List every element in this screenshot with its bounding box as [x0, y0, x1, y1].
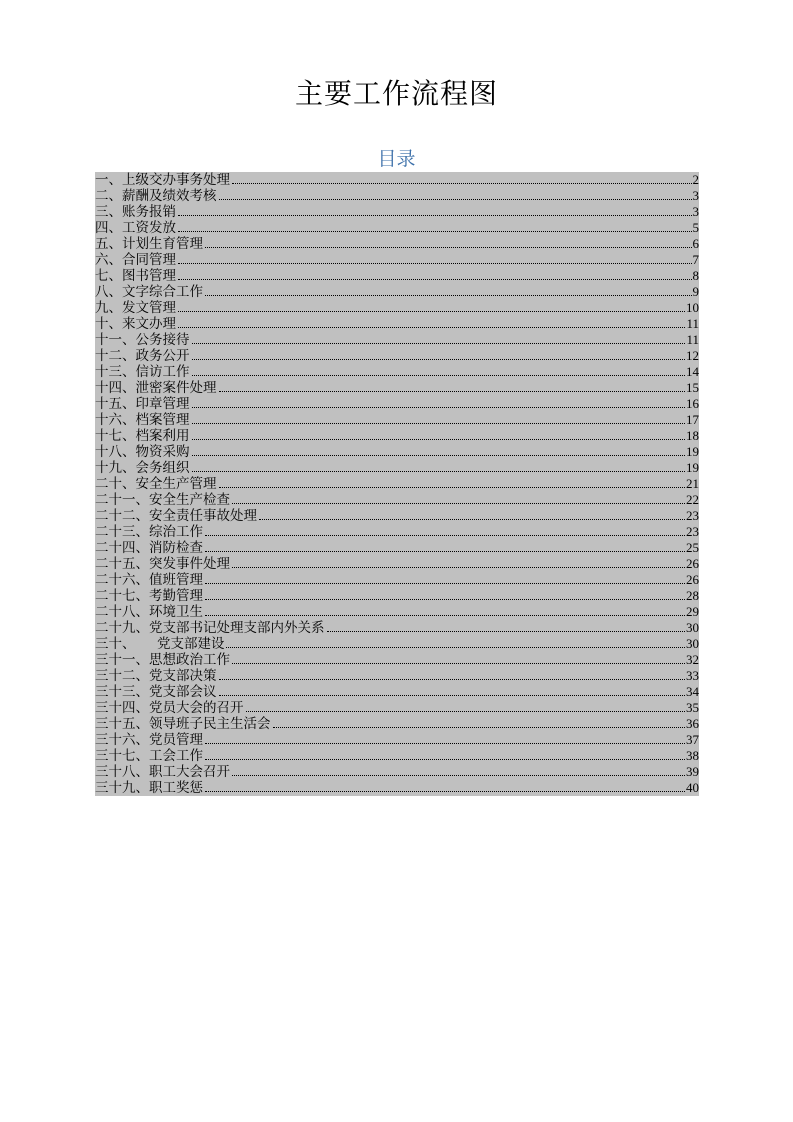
toc-entry-title: 三十三、党支部会议 [95, 684, 217, 700]
toc-entry[interactable] [95, 348, 699, 364]
toc-heading: 目录 [377, 148, 416, 170]
toc-entry-title: 十、来文办理 [95, 316, 176, 332]
toc-entry-page-number: 17 [686, 412, 699, 427]
toc-dot-leader [192, 359, 686, 360]
toc-entry-page-number: 32 [686, 652, 699, 667]
toc-entry-page-number: 16 [686, 396, 699, 411]
toc-entry[interactable] [95, 604, 699, 620]
toc-entry[interactable] [95, 588, 699, 604]
toc-entry-title: 十一、公务接待 [95, 332, 190, 348]
toc-entry[interactable] [95, 252, 699, 268]
toc-entry[interactable] [95, 540, 699, 556]
toc-entry-title: 三十四、党员大会的召开 [95, 700, 244, 716]
toc-dot-leader [178, 311, 685, 312]
toc-entry[interactable] [95, 524, 699, 540]
toc-entry-title: 八、文字综合工作 [95, 284, 203, 300]
toc-entry-page-number: 40 [686, 780, 699, 795]
toc-dot-leader [273, 727, 686, 728]
toc-entry[interactable] [95, 364, 699, 380]
toc-entry-title: 三十六、党员管理 [95, 732, 203, 748]
toc-entry-title: 三十二、党支部决策 [95, 668, 217, 684]
toc-entry-title: 二十九、党支部书记处理支部内外关系 [95, 620, 325, 636]
toc-entry-title: 七、图书管理 [95, 268, 176, 284]
toc-entry[interactable] [95, 716, 699, 732]
toc-entry[interactable] [95, 508, 699, 524]
toc-entry[interactable] [95, 732, 699, 748]
toc-dot-leader [259, 519, 685, 520]
toc-entry-title: 二十一、安全生产检查 [95, 492, 230, 508]
toc-dot-leader [178, 263, 692, 264]
toc-dot-leader [219, 199, 692, 200]
toc-entry-title: 二十六、值班管理 [95, 572, 203, 588]
toc-entry[interactable] [95, 556, 699, 572]
toc-entry-title: 三、账务报销 [95, 204, 176, 220]
toc-entry-page-number: 29 [686, 604, 699, 619]
toc-entry-title: 三十五、领导班子民主生活会 [95, 716, 271, 732]
toc-entry-title: 十四、泄密案件处理 [95, 380, 217, 396]
toc-entry-title: 二十七、考勤管理 [95, 588, 203, 604]
toc-dot-leader [205, 295, 692, 296]
toc-entry-title: 六、合同管理 [95, 252, 176, 268]
toc-entry[interactable] [95, 700, 699, 716]
toc-entry-page-number: 23 [686, 508, 699, 523]
toc-dot-leader [232, 663, 685, 664]
toc-dot-leader [232, 775, 685, 776]
toc-entry[interactable] [95, 428, 699, 444]
toc-entry[interactable] [95, 460, 699, 476]
toc-dot-leader [205, 791, 685, 792]
toc-dot-leader [205, 535, 685, 536]
toc-entry[interactable] [95, 620, 699, 636]
toc-entry-page-number: 33 [686, 668, 699, 683]
toc-dot-leader [205, 247, 692, 248]
toc-entry-page-number: 9 [692, 284, 699, 299]
toc-entry-title: 三十七、工会工作 [95, 748, 203, 764]
toc-entry[interactable] [95, 764, 699, 780]
toc-entry[interactable] [95, 188, 699, 204]
toc-entry-title: 十五、印章管理 [95, 396, 190, 412]
toc-entry[interactable] [95, 396, 699, 412]
toc-entry-title: 三十、 党支部建设 [95, 636, 225, 652]
toc-entry-title: 一、上级交办事务处理 [95, 172, 230, 188]
toc-entry-title: 十三、信访工作 [95, 364, 190, 380]
toc-entry[interactable] [95, 444, 699, 460]
toc-entry-page-number: 39 [686, 764, 699, 779]
toc-entry-page-number: 10 [686, 300, 699, 315]
toc-dot-leader [192, 455, 686, 456]
toc-entry-title: 二十三、综治工作 [95, 524, 203, 540]
toc-entry-page-number: 19 [686, 444, 699, 459]
toc-dot-leader [192, 343, 686, 344]
toc-entry[interactable] [95, 316, 699, 332]
toc-entry[interactable] [95, 572, 699, 588]
toc-entry-page-number: 19 [686, 460, 699, 475]
toc-dot-leader [219, 679, 686, 680]
toc-entry-page-number: 14 [686, 364, 699, 379]
toc-entry-page-number: 8 [692, 268, 699, 283]
toc-dot-leader [219, 487, 686, 488]
toc-entry-page-number: 3 [692, 204, 699, 219]
toc-entry-page-number: 18 [686, 428, 699, 443]
toc-entry-title: 三十一、思想政治工作 [95, 652, 230, 668]
toc-entry[interactable] [95, 220, 699, 236]
toc-dot-leader [219, 695, 686, 696]
toc-dot-leader [178, 231, 692, 232]
toc-dot-leader [232, 567, 685, 568]
toc-entry-page-number: 15 [686, 380, 699, 395]
toc-entry-page-number: 6 [692, 236, 699, 251]
toc-entry-page-number: 25 [686, 540, 699, 555]
toc-entry-page-number: 5 [692, 220, 699, 235]
toc-dot-leader [178, 215, 692, 216]
table-of-contents [95, 172, 699, 796]
toc-entry-title: 五、计划生育管理 [95, 236, 203, 252]
toc-dot-leader [232, 503, 685, 504]
toc-entry-page-number: 34 [686, 684, 699, 699]
toc-dot-leader [192, 471, 686, 472]
toc-dot-leader [192, 407, 686, 408]
toc-entry[interactable] [95, 236, 699, 252]
toc-entry[interactable] [95, 412, 699, 428]
toc-entry-title: 二、薪酬及绩效考核 [95, 188, 217, 204]
toc-entry[interactable] [95, 300, 699, 316]
toc-entry-page-number: 28 [686, 588, 699, 603]
toc-entry[interactable] [95, 268, 699, 284]
toc-dot-leader [192, 375, 686, 376]
toc-entry-page-number: 11 [686, 316, 699, 331]
toc-entry-title: 十六、档案管理 [95, 412, 190, 428]
toc-entry-title: 三十九、职工奖惩 [95, 780, 203, 796]
toc-dot-leader [205, 583, 685, 584]
toc-entry-page-number: 30 [686, 636, 699, 651]
toc-dot-leader [219, 391, 686, 392]
toc-entry-page-number: 3 [692, 188, 699, 203]
toc-entry[interactable] [95, 332, 699, 348]
toc-entry[interactable] [95, 652, 699, 668]
toc-entry-page-number: 7 [692, 252, 699, 267]
toc-entry-title: 十七、档案利用 [95, 428, 190, 444]
toc-entry-title: 十九、会务组织 [95, 460, 190, 476]
toc-dot-leader [232, 183, 692, 184]
toc-entry-page-number: 11 [686, 332, 699, 347]
toc-entry-page-number: 37 [686, 732, 699, 747]
toc-entry[interactable] [95, 780, 699, 796]
toc-dot-leader [327, 631, 686, 632]
toc-entry[interactable] [95, 204, 699, 220]
toc-dot-leader [205, 551, 685, 552]
toc-entry-page-number: 21 [686, 476, 699, 491]
toc-entry-title: 十二、政务公开 [95, 348, 190, 364]
toc-entry-title: 四、工资发放 [95, 220, 176, 236]
toc-dot-leader [178, 327, 685, 328]
toc-entry[interactable] [95, 684, 699, 700]
toc-entry-title: 三十八、职工大会召开 [95, 764, 230, 780]
toc-entry-page-number: 26 [686, 556, 699, 571]
toc-dot-leader [246, 711, 686, 712]
toc-entry[interactable] [95, 172, 699, 188]
toc-entry-title: 十八、物资采购 [95, 444, 190, 460]
toc-entry[interactable] [95, 492, 699, 508]
toc-entry-title: 二十五、突发事件处理 [95, 556, 230, 572]
toc-entry-page-number: 38 [686, 748, 699, 763]
document-title: 主要工作流程图 [294, 77, 498, 110]
toc-entry-page-number: 22 [686, 492, 699, 507]
toc-entry-title: 九、发文管理 [95, 300, 176, 316]
toc-entry-page-number: 36 [686, 716, 699, 731]
toc-entry[interactable] [95, 284, 699, 300]
toc-dot-leader [192, 439, 686, 440]
toc-dot-leader [205, 615, 685, 616]
toc-dot-leader [205, 599, 685, 600]
toc-dot-leader [226, 647, 685, 648]
toc-entry-page-number: 12 [686, 348, 699, 363]
toc-entry-title: 二十四、消防检查 [95, 540, 203, 556]
toc-entry-page-number: 23 [686, 524, 699, 539]
toc-entry[interactable] [95, 748, 699, 764]
toc-dot-leader [205, 743, 685, 744]
toc-entry[interactable] [95, 668, 699, 684]
toc-entry[interactable] [95, 476, 699, 492]
toc-dot-leader [205, 759, 685, 760]
toc-dot-leader [178, 279, 692, 280]
toc-dot-leader [192, 423, 686, 424]
toc-entry-page-number: 30 [686, 620, 699, 635]
toc-entry-page-number: 35 [686, 700, 699, 715]
toc-entry-page-number: 26 [686, 572, 699, 587]
toc-entry-page-number: 2 [692, 172, 699, 187]
toc-entry-title: 二十八、环境卫生 [95, 604, 203, 620]
toc-entry[interactable] [95, 636, 699, 652]
toc-entry-title: 二十二、安全责任事故处理 [95, 508, 257, 524]
toc-entry[interactable] [95, 380, 699, 396]
toc-entry-title: 二十、安全生产管理 [95, 476, 217, 492]
